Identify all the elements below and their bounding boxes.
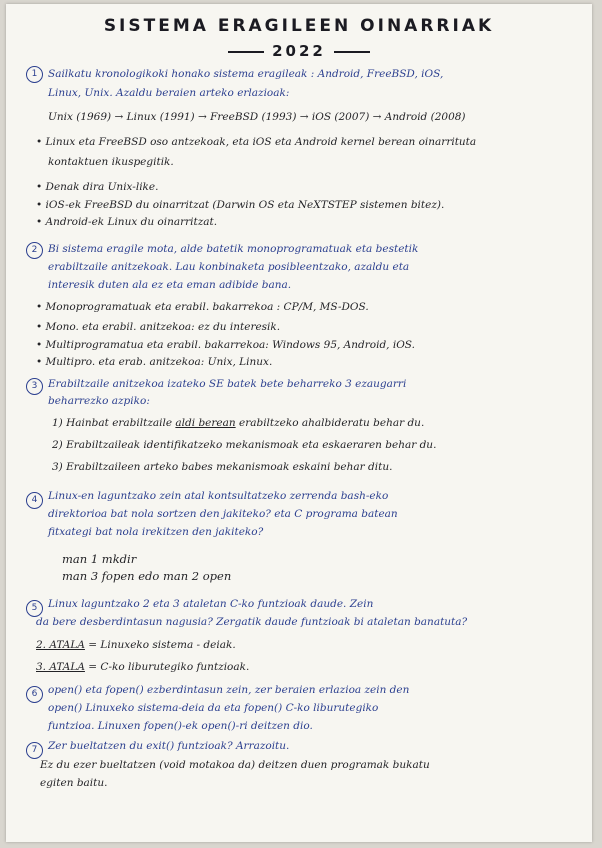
q2-line: • Mono. eta erabil. anitzekoa: ez du interesik. (36, 321, 281, 333)
q5-line: 2. ATALA = Linuxeko sistema - deiak. (36, 639, 236, 651)
q2-line: interesik duten ala ez eta eman adibide bana. (48, 279, 292, 291)
q1-line: • Linux eta FreeBSD oso antzekoak, eta iOS eta Android kernel berean oinarrituta (36, 136, 477, 148)
q1-line: Linux, Unix. Azaldu beraien arteko erlazioak: (48, 87, 290, 99)
q2-line: erabiltzaile anitzekoak. Lau konbinaketa posibleentzako, azaldu eta (48, 261, 410, 273)
q6-line: funtzioa. Linuxen fopen()-ek open()-ri deitzen dio. (48, 720, 313, 732)
q7-line: Zer bueltatzen du exit() funtzioak? Arrazoitu. (48, 740, 290, 752)
q2-line: Bi sistema eragile mota, alde batetik monoprogramatuak eta bestetik (48, 243, 419, 255)
q4-line: direktorioa bat nola sortzen den jakiteko? eta C programa batean (48, 508, 398, 520)
q7-line: Ez du ezer bueltatzen (void motakoa da) deitzen duen programak bukatu (40, 759, 430, 771)
q3-line: beharrezko azpiko: (48, 395, 150, 407)
question-2-number: 2 (26, 242, 43, 259)
q3-line: 3) Erabiltzaileen arteko babes mekanismoak eskaini behar ditu. (52, 461, 393, 473)
q7-line: egiten baitu. (40, 777, 108, 789)
q4-line: man 1 mkdir (62, 552, 137, 566)
q5-line: Linux laguntzako 2 eta 3 ataletan C-ko funtzioak daude. Zein (48, 598, 374, 610)
question-3-number: 3 (26, 378, 43, 395)
q4-line: Linux-en laguntzako zein atal kontsultatzeko zerrenda bash-eko (48, 490, 389, 502)
q6-line: open() Linuxeko sistema-deia da eta fopen() C-ko liburutegiko (48, 702, 379, 714)
question-1-number: 1 (26, 66, 43, 83)
q5-line: 3. ATALA = C-ko liburutegiko funtzioak. (36, 661, 250, 673)
question-6-number: 6 (26, 686, 43, 703)
underlined-text: 2. ATALA (36, 639, 85, 651)
q1-line: kontaktuen ikuspegitik. (48, 156, 174, 168)
q2-line: • Multiprogramatua eta erabil. bakarrekoa: Windows 95, Android, iOS. (36, 339, 415, 351)
underlined-text: 3. ATALA (36, 661, 85, 673)
handwritten-exam-page (6, 4, 592, 842)
q1-line: Unix (1969) → Linux (1991) → FreeBSD (1993) → iOS (2007) → Android (2008) (48, 111, 466, 123)
q3-line: 2) Erabiltzaileak identifikatzeko mekanismoak eta eskaeraren behar du. (52, 439, 437, 451)
q2-line: • Multipro. eta erab. anitzekoa: Unix, Linux. (36, 356, 273, 368)
q4-line: man 3 fopen edo man 2 open (62, 569, 232, 583)
q3-line: 1) Hainbat erabiltzaile aldi berean erabiltzeko ahalbideratu behar du. (52, 417, 425, 429)
q6-line: open() eta fopen() ezberdintasun zein, zer beraien erlazioa zein den (48, 684, 410, 696)
q4-line: fitxategi bat nola irekitzen den jakiteko? (48, 526, 264, 538)
q2-line: • Monoprogramatuak eta erabil. bakarrekoa : CP/M, MS-DOS. (36, 301, 369, 313)
q1-line: • Android-ek Linux du oinarritzat. (36, 216, 218, 228)
question-7-number: 7 (26, 742, 43, 759)
q1-line: • iOS-ek FreeBSD du oinarritzat (Darwin OS eta NeXTSTEP sistemen bitez). (36, 199, 445, 211)
q1-line: Sailkatu kronologikoki honako sistema eragileak : Android, FreeBSD, iOS, (48, 68, 444, 80)
underlined-text: aldi berean (175, 417, 236, 429)
question-5-number: 5 (26, 600, 43, 617)
page-year (6, 42, 592, 60)
q5-line: da bere desberdintasun nagusia? Zergatik daude funtzioak bi ataletan banatuta? (36, 616, 468, 628)
q3-line: Erabiltzaile anitzekoa izateko SE batek bete beharreko 3 ezaugarri (48, 378, 407, 390)
page-title: SISTEMA ERAGILEEN OINARRIAK (103, 16, 495, 36)
question-4-number: 4 (26, 492, 43, 509)
q1-line: • Denak dira Unix-like. (36, 181, 159, 193)
year-text: 2022 (272, 42, 326, 60)
